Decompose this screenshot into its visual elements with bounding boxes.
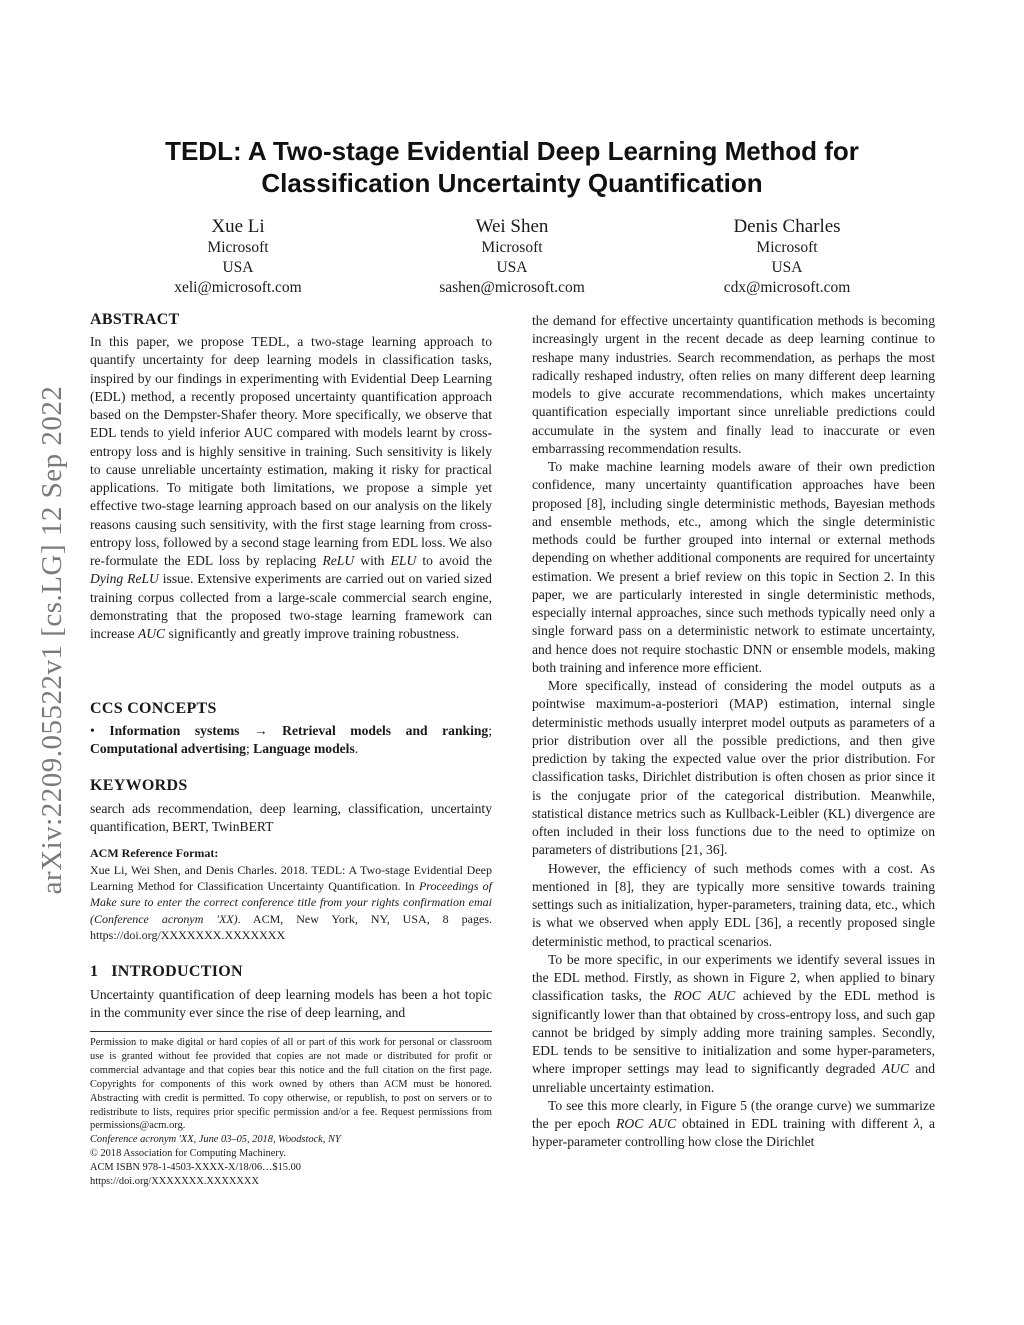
paragraph: To be more specific, in our experiments we identify several issues in the EDL method. Firstly, as shown in Figure 2, when applied to binary classification tasks, the ROC AUC achieved by the EDL method is significantly lower than that obtained by cross-entropy loss, and such gap cannot be bridged by simply adding more training samples. Secondly, EDL tends to be sensitive to initialization and some hyper-parameters, where improper settings may lead to significantly degraded AUC and unreliable uncertainty estimation. [532,951,936,1095]
conference-line: Conference acronym 'XX, June 03–05, 2018, Woodstock, NY [90,1134,341,1146]
author-name: Denis Charles [733,216,841,237]
arxiv-stamp: arXiv:2209.05522v1 [cs.LG] 12 Sep 2022 [36,385,68,895]
author-country: USA [771,259,803,276]
ccs-heading: CCS CONCEPTS [90,700,217,717]
footnote-rule [90,1031,492,1032]
relu-term: ReLU [322,553,355,568]
author-org: Microsoft [756,239,818,256]
paragraph: More specifically, instead of considering the model outputs as a pointwise maximum-a-posteriori (MAP) estimation, internal single deterministic methods usually interpret model outputs as parameters of a prior distribution over all the possible predictions, and then give prediction by taking the expected value over the prior distribution. For classification tasks, Dirichlet distribution is often chosen as prior since it is the conjugate prior of the categorical distribution. Meanwhile, statistical distance metrics such as Kullback-Leibler (KL) divergence are often included in their loss functions due to the need to optimize on parameters of distributions [21, 36]. [532,678,935,858]
abstract-heading: ABSTRACT [90,311,180,328]
paragraph: However, the efficiency of such methods comes with a cost. As mentioned in [8], they are typically more sensitive towards training settings such as initialization, hyper-parameters, training data, etc., which is what we observed when apply EDL [36], a recently proposed single deterministic method, to practical scenarios. [532,860,935,949]
author-email: sashen@microsoft.com [439,279,585,296]
keywords-heading: KEYWORDS [90,777,188,794]
doi-line: https://doi.org/XXXXXXX.XXXXXXX [90,1176,259,1188]
keywords-text: search ads recommendation, deep learning, classification, uncertainty quantification, BERT, TwinBERT [90,801,492,835]
auc-term: AUC [137,626,166,641]
title-line-2: Classification Uncertainty Quantification [261,168,763,198]
isbn-line: ACM ISBN 978-1-4503-XXXX-X/18/06…$15.00 [90,1162,301,1174]
introduction-paragraph: Uncertainty quantification of deep learning models has been a hot topic in the community ever since the rise of deep learning, and [90,987,492,1021]
author-org: Microsoft [207,239,269,256]
author-email: xeli@microsoft.com [174,279,302,296]
paper-title [0,135,1024,199]
paragraph: To see this more clearly, in Figure 5 (the orange curve) we summarize the per epoch ROC AUC obtained in EDL training with different λ, a hyper-parameter controlling how close the Dirichlet [532,1097,935,1150]
permission-text: Permission to make digital or hard copies of all or part of this work for personal or classroom use is granted without fee provided that copies are not made or distributed for profit or commercial advantage and that copies bear this notice and the full citation on the first page. Copyrights for components of this work owned by others than ACM must be honored. Abstracting with credit is permitted. To copy otherwise, or republish, to post on servers or to redistribute to lists, requires prior specific permission and/or a fee. Request permissions from permissions@acm.org. [90,1037,492,1132]
paragraph: To make machine learning models aware of their own prediction confidence, many uncertainty quantification approaches have been proposed [8], including single deterministic methods, Bayesian methods and ensemble methods, etc., among which the single deterministic methods could be further grouped into internal or external methods depending on whether additional components are required for uncertainty estimation. We present a brief review on this topic in Section 2. In this paper, we are particularly interested in single deterministic methods, especially internal approaches, since such methods typically need only a single forward pass on a deterministic network to estimate uncertainty, and hence does not require stochastic DNN or ensemble models, making both training and inference more efficient. [532,459,935,675]
right-column-text [532,312,935,1152]
author-block-2 [382,216,642,298]
author-country: USA [496,259,528,276]
acm-venue: Proceedings of Make sure to enter the correct conference title from your rights confirmation emai (Conference acronym 'XX) [90,879,493,926]
author-org: Microsoft [481,239,543,256]
title-line-1: TEDL: A Two-stage Evidential Deep Learning Method for [165,136,859,166]
acm-reference-text: Xue Li, Wei Shen, and Denis Charles. 2018. TEDL: A Two-stage Evidential Deep Learning Method for Classification Uncertainty Quantification. In Proceedings of Make sure to enter the correct conference title from your rights confirmation emai (Conference acronym 'XX). ACM, New York, NY, USA, 8 pages. https://doi.org/XXXXXXX.XXXXXXX [90,863,493,942]
acm-reference-heading: ACM Reference Format: [90,846,219,860]
ccs-concepts: • Information systems → Retrieval models and ranking; Computational advertising; Language models. [90,723,492,757]
author-block-3 [657,216,917,298]
author-block-1 [108,216,368,298]
abstract-body: In this paper, we propose TEDL, a two-stage learning approach to quantify uncertainty for deep learning models in classification tasks, inspired by our findings in experimenting with Evidential Deep Learning (EDL) method, a recently proposed uncertainty quantification approach based on the Dempster-Shafer theory. More specifically, we observe that EDL tends to yield inferior AUC compared with models learnt by cross-entropy loss and is highly sensitive in training. Such sensitivity is likely to cause unreliable uncertainty estimation, making it risky for practical applications. To mitigate both limitations, we propose a simple yet effective two-stage learning approach based on our analysis on the likely reasons causing such sensitivity, with the first stage learning from cross-entropy loss, followed by a second stage learning from EDL loss. We also re-formulate the EDL loss by replacing ReLU with ELU to avoid the Dying ReLU issue. Extensive experiments are carried out on varied sized training corpus collected from a large-scale commercial search engine, demonstrating that the proposed two-stage learning framework can increase AUC significantly and greatly improve training robustness. [90,334,493,641]
paragraph: the demand for effective uncertainty quantification methods is becoming increasingly urgent in the recent decade as deep learning continue to reshape many industries. Search recommendation, as perhaps the most radically reshaped industry, often relies on many different deep learning models to give accurate recommendations, which makes uncertainty quantification especially important since unreliable predictions could accumulate in the system and finally lead to inaccurate or even embarrassing recommendation results. [532,313,935,456]
introduction-heading: 1 INTRODUCTION [90,963,243,980]
elu-term: ELU [390,553,417,568]
permission-block [90,1036,492,1189]
author-email: cdx@microsoft.com [723,279,851,296]
dying-relu-term: Dying ReLU [90,571,159,587]
copyright-line: © 2018 Association for Computing Machinery. [90,1148,286,1160]
author-name: Wei Shen [475,216,549,237]
author-name: Xue Li [211,216,265,237]
author-country: USA [222,259,254,276]
